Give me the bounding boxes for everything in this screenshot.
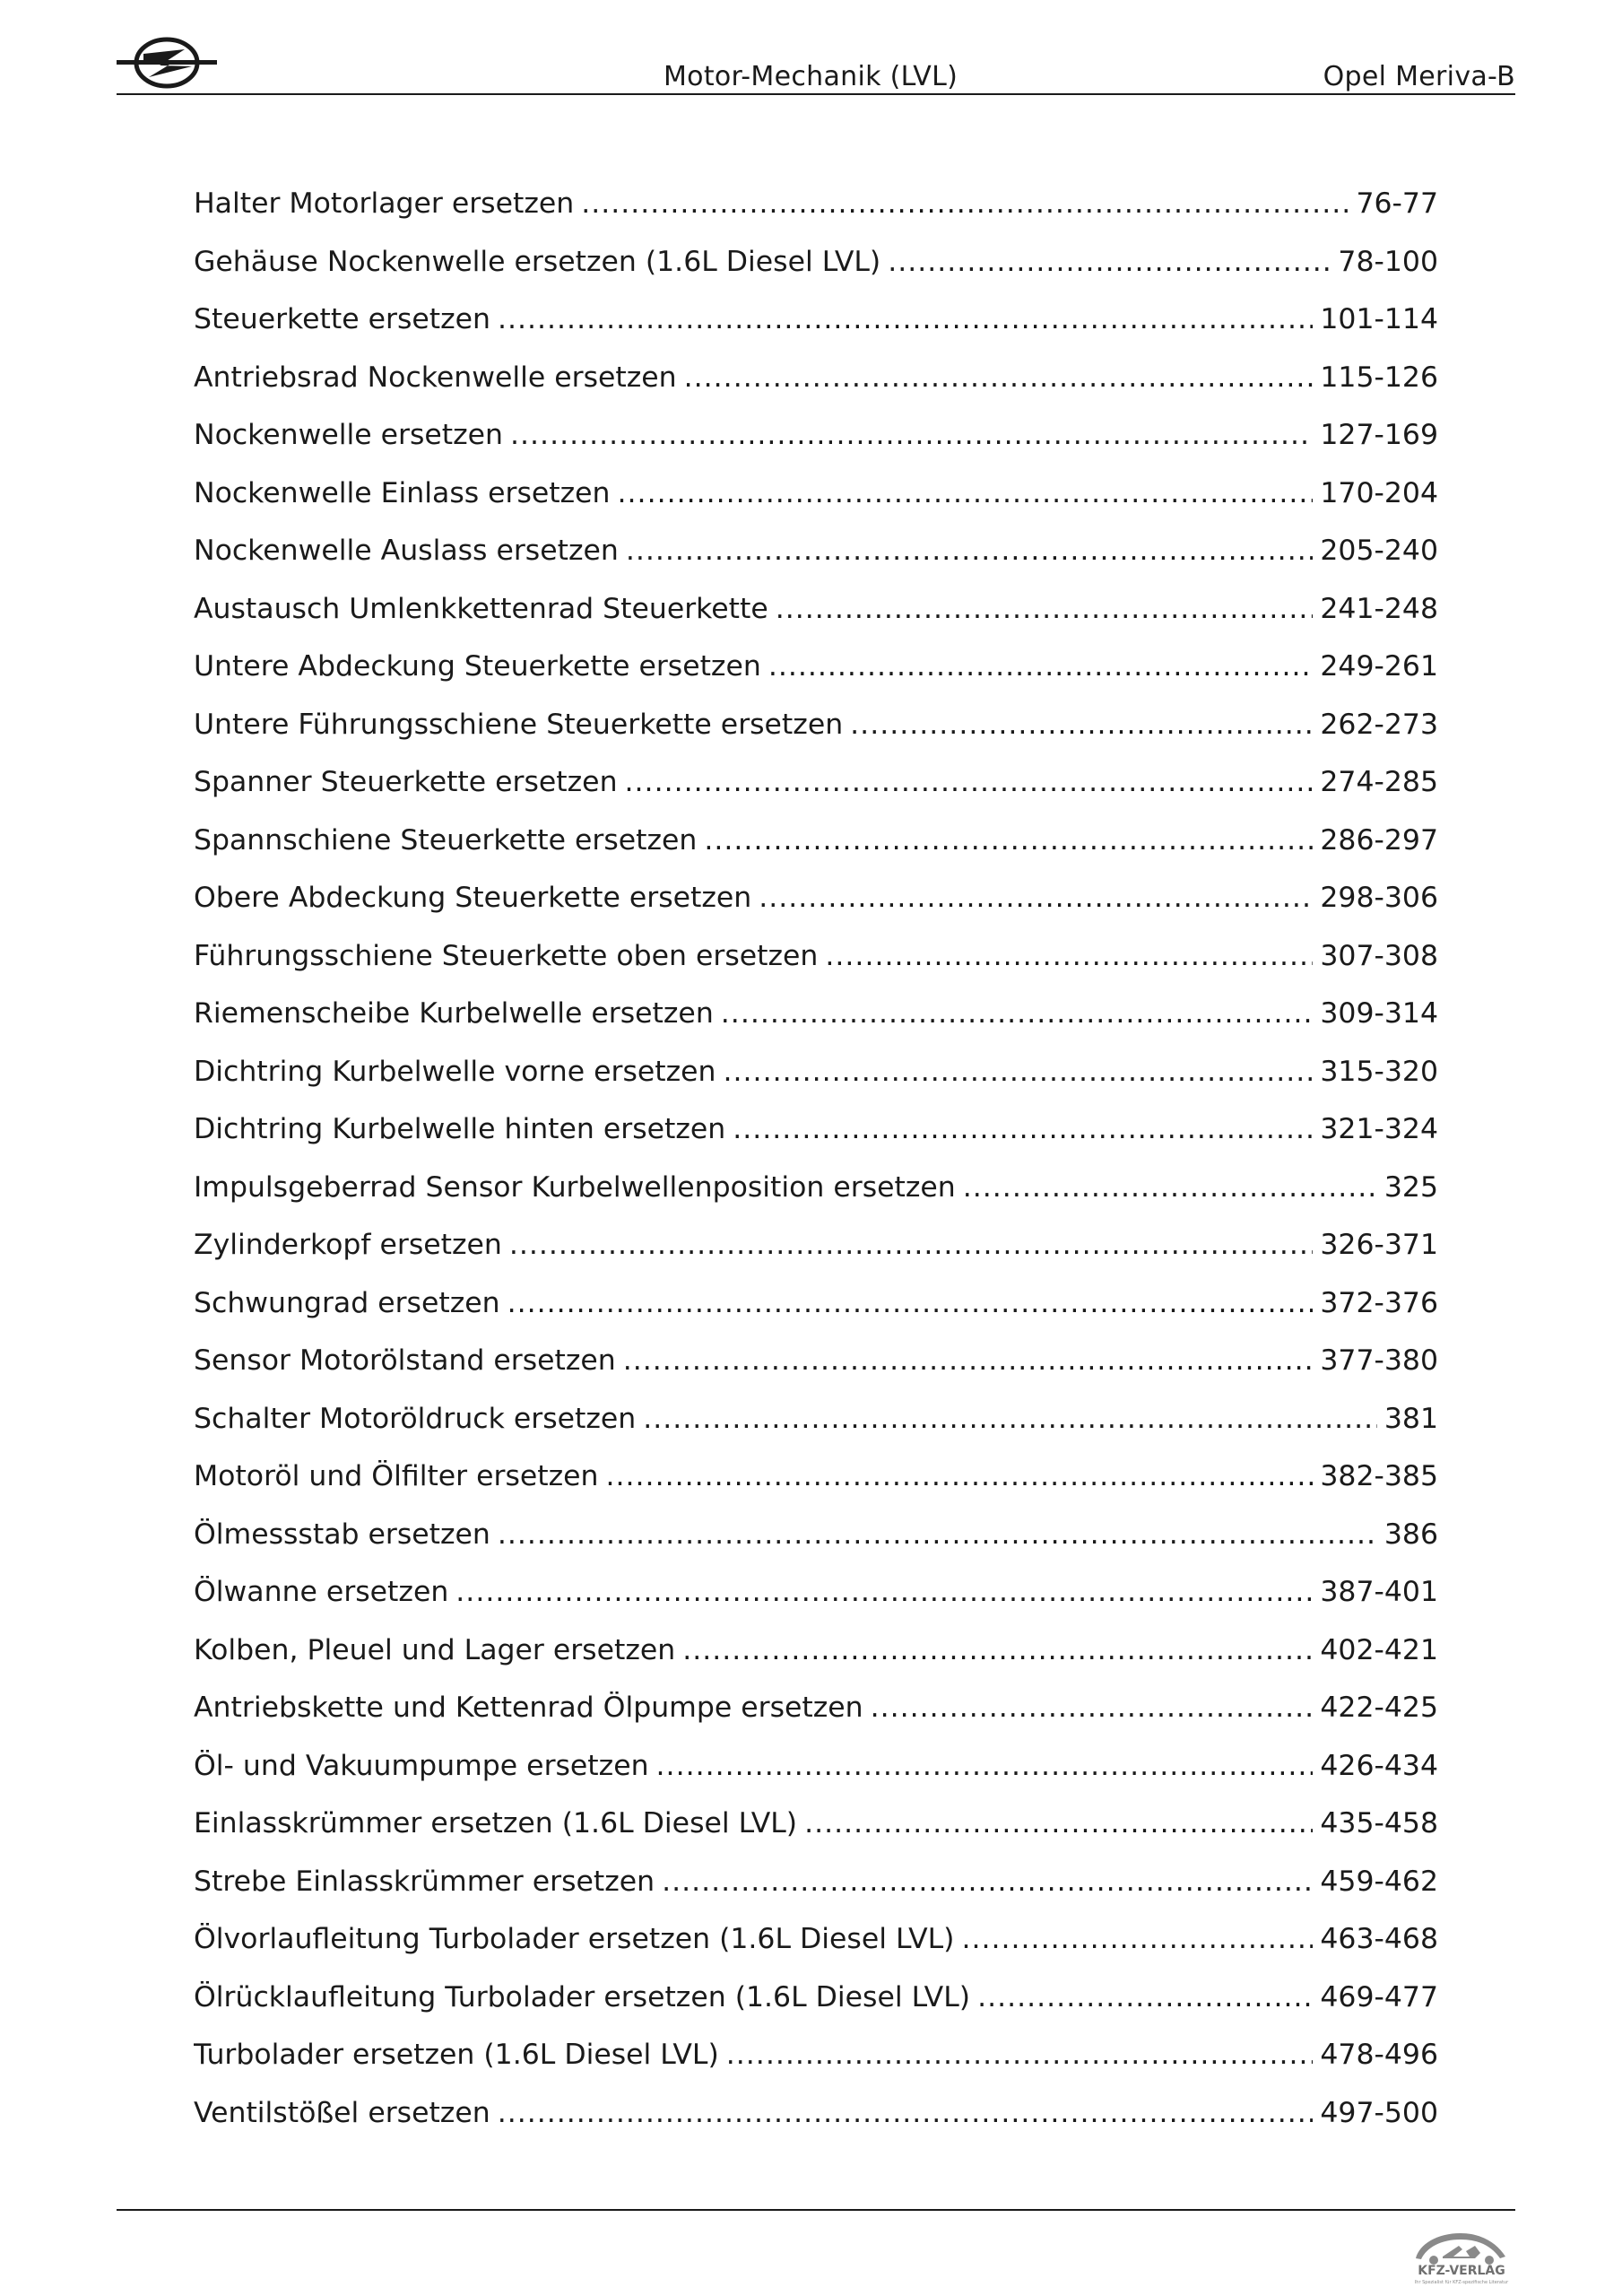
toc-entry-pages: 315-320	[1320, 1055, 1438, 1088]
toc-entry-title: Motoröl und Ölfilter ersetzen	[194, 1460, 599, 1492]
toc-entry-pages: 497-500	[1320, 2096, 1438, 2129]
toc-entry-pages: 377-380	[1320, 1344, 1438, 1377]
toc-entry-pages: 387-401	[1320, 1576, 1438, 1608]
toc-entry[interactable]	[194, 709, 1438, 767]
toc-dot-leader	[626, 535, 1314, 567]
toc-entry[interactable]	[194, 303, 1438, 361]
toc-entry[interactable]	[194, 1403, 1438, 1461]
toc-entry-pages: 205-240	[1320, 535, 1438, 567]
toc-entry[interactable]	[194, 2039, 1438, 2097]
toc-entry-title: Nockenwelle Einlass ersetzen	[194, 476, 611, 509]
toc-dot-leader	[684, 361, 1314, 394]
toc-entry[interactable]	[194, 593, 1438, 651]
toc-dot-leader	[961, 1923, 1313, 1955]
toc-entry-title: Ölvorlaufleitung Turbolader ersetzen (1.6L Diesel LVL)	[194, 1923, 955, 1955]
toc-entry-pages: 309-314	[1320, 997, 1438, 1030]
toc-entry[interactable]	[194, 1923, 1438, 1981]
toc-dot-leader	[623, 1344, 1314, 1377]
toc-entry[interactable]	[194, 997, 1438, 1056]
toc-dot-leader	[724, 1056, 1314, 1088]
toc-entry-title: Austausch Umlenkkettenrad Steuerkette	[194, 592, 768, 625]
publisher-tagline: Ihr Spezialist für KFZ-spezifische Literatur	[1414, 2280, 1509, 2285]
toc-entry-pages: 170-204	[1320, 476, 1438, 509]
toc-entry-title: Nockenwelle Auslass ersetzen	[194, 535, 619, 567]
toc-entry[interactable]	[194, 1056, 1438, 1114]
toc-entry-pages: 262-273	[1320, 708, 1438, 741]
toc-entry-title: Schwungrad ersetzen	[194, 1286, 500, 1319]
header-divider	[117, 93, 1515, 95]
toc-dot-leader	[498, 303, 1313, 335]
toc-entry-title: Führungsschiene Steuerkette oben ersetzen	[194, 939, 819, 972]
toc-entry-pages: 78-100	[1338, 245, 1438, 278]
toc-dot-leader	[888, 246, 1331, 278]
toc-entry-title: Ventilstößel ersetzen	[194, 2096, 490, 2129]
toc-entry-title: Halter Motorlager ersetzen	[194, 187, 575, 220]
publisher-name: KFZ-VERLAG	[1418, 2264, 1505, 2278]
toc-entry-title: Schalter Motoröldruck ersetzen	[194, 1402, 637, 1435]
toc-entry-title: Gehäuse Nockenwelle ersetzen (1.6L Diesel LVL)	[194, 245, 881, 278]
toc-dot-leader	[804, 1807, 1313, 1839]
toc-entry[interactable]	[194, 650, 1438, 709]
footer-divider	[117, 2209, 1515, 2211]
toc-entry-title: Antriebsrad Nockenwelle ersetzen	[194, 361, 677, 394]
toc-entry[interactable]	[194, 477, 1438, 535]
toc-entry-pages: 386	[1383, 1518, 1438, 1551]
toc-dot-leader	[977, 1981, 1313, 2013]
toc-entry-pages: 402-421	[1320, 1633, 1438, 1666]
toc-entry[interactable]	[194, 766, 1438, 824]
toc-dot-leader	[682, 1634, 1313, 1666]
toc-entry-pages: 241-248	[1320, 592, 1438, 625]
toc-entry[interactable]	[194, 824, 1438, 883]
toc-entry[interactable]	[194, 535, 1438, 593]
toc-entry-pages: 115-126	[1320, 361, 1438, 394]
toc-dot-leader	[726, 2039, 1314, 2071]
toc-entry-pages: 469-477	[1320, 1980, 1438, 2013]
toc-entry[interactable]	[194, 1576, 1438, 1634]
toc-dot-leader	[662, 1866, 1313, 1898]
toc-entry-pages: 422-425	[1320, 1692, 1438, 1724]
toc-entry[interactable]	[194, 940, 1438, 998]
toc-dot-leader	[850, 709, 1313, 741]
toc-entry-pages: 274-285	[1320, 766, 1438, 798]
toc-dot-leader	[625, 766, 1314, 798]
toc-entry-pages: 463-468	[1320, 1923, 1438, 1955]
header-model: Opel Meriva-B	[1323, 61, 1515, 92]
toc-entry-pages: 298-306	[1320, 882, 1438, 914]
toc-entry-pages: 127-169	[1320, 419, 1438, 451]
toc-entry-title: Ölmessstab ersetzen	[194, 1518, 490, 1551]
toc-entry[interactable]	[194, 361, 1438, 420]
toc-entry-title: Einlasskrümmer ersetzen (1.6L Diesel LVL)	[194, 1807, 798, 1839]
toc-entry[interactable]	[194, 1981, 1438, 2039]
toc-dot-leader	[455, 1576, 1313, 1608]
toc-dot-leader	[825, 940, 1313, 972]
toc-entry-title: Strebe Einlasskrümmer ersetzen	[194, 1865, 655, 1898]
toc-entry-title: Dichtring Kurbelwelle hinten ersetzen	[194, 1113, 726, 1145]
opel-blitz-logo-icon	[117, 27, 217, 91]
toc-entry[interactable]	[194, 246, 1438, 304]
toc-entry-title: Riemenscheibe Kurbelwelle ersetzen	[194, 997, 714, 1030]
toc-entry[interactable]	[194, 1287, 1438, 1345]
page-header	[117, 27, 1515, 97]
toc-entry[interactable]	[194, 1229, 1438, 1287]
toc-entry-title: Sensor Motorölstand ersetzen	[194, 1344, 616, 1377]
toc-entry-title: Obere Abdeckung Steuerkette ersetzen	[194, 882, 752, 914]
toc-entry[interactable]	[194, 2097, 1438, 2155]
toc-entry-title: Nockenwelle ersetzen	[194, 419, 504, 451]
toc-entry-pages: 459-462	[1320, 1865, 1438, 1898]
toc-entry[interactable]	[194, 1460, 1438, 1518]
toc-entry-pages: 307-308	[1320, 939, 1438, 972]
toc-entry[interactable]	[194, 1113, 1438, 1171]
toc-entry-title: Dichtring Kurbelwelle vorne ersetzen	[194, 1055, 716, 1088]
toc-dot-leader	[656, 1750, 1314, 1782]
toc-entry-pages: 326-371	[1320, 1229, 1438, 1261]
toc-entry[interactable]	[194, 1634, 1438, 1692]
toc-entry[interactable]	[194, 1866, 1438, 1924]
toc-dot-leader	[871, 1692, 1314, 1724]
toc-entry-pages: 435-458	[1320, 1807, 1438, 1839]
toc-dot-leader	[643, 1403, 1377, 1435]
toc-entry[interactable]	[194, 1750, 1438, 1808]
toc-entry-pages: 381	[1383, 1402, 1438, 1435]
toc-entry-title: Ölwanne ersetzen	[194, 1576, 449, 1608]
toc-dot-leader	[963, 1171, 1377, 1204]
toc-entry-pages: 286-297	[1320, 823, 1438, 857]
toc-entry[interactable]	[194, 419, 1438, 477]
table-of-contents	[194, 187, 1438, 2154]
toc-dot-leader	[733, 1113, 1313, 1145]
toc-entry-pages: 76-77	[1356, 187, 1438, 220]
toc-dot-leader	[606, 1460, 1314, 1492]
toc-entry-pages: 426-434	[1320, 1749, 1438, 1782]
toc-entry-title: Zylinderkopf ersetzen	[194, 1229, 502, 1261]
toc-entry[interactable]	[194, 1171, 1438, 1230]
toc-entry-title: Antriebskette und Kettenrad Ölpumpe ersetzen	[194, 1692, 863, 1724]
toc-entry[interactable]	[194, 1807, 1438, 1866]
toc-entry[interactable]	[194, 1344, 1438, 1403]
toc-dot-leader	[776, 593, 1314, 625]
toc-entry-pages: 478-496	[1320, 2039, 1438, 2071]
kfz-verlag-logo-icon	[1403, 2217, 1520, 2289]
toc-entry[interactable]	[194, 187, 1438, 246]
header-title: Motor-Mechanik (LVL)	[664, 61, 958, 92]
toc-dot-leader	[759, 882, 1313, 914]
toc-dot-leader	[618, 477, 1314, 509]
toc-dot-leader	[721, 997, 1314, 1030]
toc-dot-leader	[498, 2097, 1314, 2129]
toc-entry-pages: 372-376	[1320, 1286, 1438, 1319]
toc-dot-leader	[510, 419, 1313, 451]
toc-entry-title: Spannschiene Steuerkette ersetzen	[194, 823, 698, 857]
toc-entry-title: Kolben, Pleuel und Lager ersetzen	[194, 1633, 676, 1666]
toc-dot-leader	[498, 1518, 1377, 1551]
toc-dot-leader	[768, 650, 1314, 683]
toc-entry-pages: 382-385	[1320, 1460, 1438, 1492]
toc-entry[interactable]	[194, 1692, 1438, 1750]
toc-dot-leader	[509, 1229, 1314, 1261]
toc-entry-title: Steuerkette ersetzen	[194, 303, 490, 335]
toc-entry-pages: 321-324	[1320, 1113, 1438, 1145]
toc-entry-title: Untere Abdeckung Steuerkette ersetzen	[194, 650, 761, 683]
toc-entry-title: Spanner Steuerkette ersetzen	[194, 766, 618, 798]
toc-entry-title: Untere Führungsschiene Steuerkette ersetzen	[194, 708, 844, 741]
toc-entry-title: Impulsgeberrad Sensor Kurbelwellenposition ersetzen	[194, 1170, 956, 1204]
toc-dot-leader	[581, 187, 1349, 220]
toc-dot-leader	[704, 824, 1313, 857]
toc-entry-title: Ölrücklaufleitung Turbolader ersetzen (1.6L Diesel LVL)	[194, 1980, 971, 2013]
toc-entry-pages: 249-261	[1320, 650, 1438, 683]
toc-entry[interactable]	[194, 882, 1438, 940]
toc-dot-leader	[507, 1287, 1314, 1319]
toc-entry[interactable]	[194, 1518, 1438, 1577]
toc-entry-pages: 325	[1383, 1170, 1438, 1204]
toc-entry-pages: 101-114	[1320, 303, 1438, 335]
toc-entry-title: Öl- und Vakuumpumpe ersetzen	[194, 1749, 649, 1782]
toc-entry-title: Turbolader ersetzen (1.6L Diesel LVL)	[194, 2039, 719, 2071]
